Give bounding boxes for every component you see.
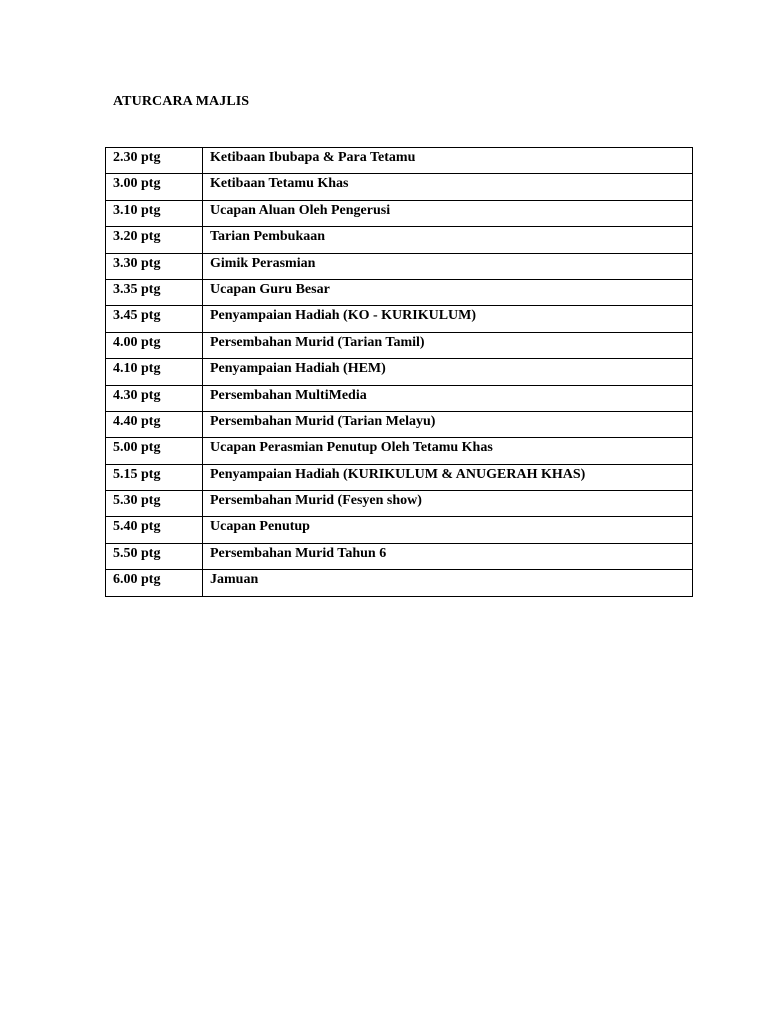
- schedule-time-cell: 5.30 ptg: [106, 491, 203, 517]
- schedule-time-cell: 3.45 ptg: [106, 306, 203, 332]
- table-row: [106, 385, 693, 411]
- table-row: [106, 253, 693, 279]
- schedule-event-cell: Ketibaan Ibubapa & Para Tetamu: [203, 148, 693, 174]
- schedule-time-cell: 4.10 ptg: [106, 359, 203, 385]
- schedule-event-cell: Ucapan Guru Besar: [203, 279, 693, 305]
- schedule-event-cell: Persembahan MultiMedia: [203, 385, 693, 411]
- schedule-event-cell: Ucapan Perasmian Penutup Oleh Tetamu Khas: [203, 438, 693, 464]
- schedule-time-cell: 5.00 ptg: [106, 438, 203, 464]
- table-row: [106, 570, 693, 596]
- table-row: [106, 438, 693, 464]
- schedule-event-cell: Jamuan: [203, 570, 693, 596]
- schedule-event-cell: Ucapan Penutup: [203, 517, 693, 543]
- schedule-time-cell: 5.50 ptg: [106, 543, 203, 569]
- schedule-time-cell: 2.30 ptg: [106, 148, 203, 174]
- table-row: [106, 306, 693, 332]
- schedule-event-cell: Tarian Pembukaan: [203, 227, 693, 253]
- schedule-event-cell: Persembahan Murid (Tarian Melayu): [203, 411, 693, 437]
- schedule-time-cell: 4.40 ptg: [106, 411, 203, 437]
- table-row: [106, 411, 693, 437]
- schedule-time-cell: 3.20 ptg: [106, 227, 203, 253]
- schedule-time-cell: 6.00 ptg: [106, 570, 203, 596]
- table-row: [106, 174, 693, 200]
- schedule-event-cell: Persembahan Murid (Fesyen show): [203, 491, 693, 517]
- schedule-time-cell: 3.30 ptg: [106, 253, 203, 279]
- schedule-event-cell: Penyampaian Hadiah (KURIKULUM & ANUGERAH KHAS): [203, 464, 693, 490]
- schedule-event-cell: Ucapan Aluan Oleh Pengerusi: [203, 200, 693, 226]
- schedule-event-cell: Penyampaian Hadiah (HEM): [203, 359, 693, 385]
- schedule-time-cell: 5.15 ptg: [106, 464, 203, 490]
- schedule-time-cell: 4.30 ptg: [106, 385, 203, 411]
- schedule-table-body: [106, 148, 693, 597]
- schedule-event-cell: Ketibaan Tetamu Khas: [203, 174, 693, 200]
- schedule-event-cell: Persembahan Murid (Tarian Tamil): [203, 332, 693, 358]
- table-row: [106, 491, 693, 517]
- table-row: [106, 279, 693, 305]
- schedule-time-cell: 3.10 ptg: [106, 200, 203, 226]
- table-row: [106, 200, 693, 226]
- schedule-event-cell: Penyampaian Hadiah (KO - KURIKULUM): [203, 306, 693, 332]
- schedule-time-cell: 5.40 ptg: [106, 517, 203, 543]
- table-row: [106, 148, 693, 174]
- schedule-time-cell: 3.35 ptg: [106, 279, 203, 305]
- document-title: ATURCARA MAJLIS: [113, 94, 250, 109]
- schedule-table: [105, 147, 693, 597]
- table-row: [106, 464, 693, 490]
- table-row: [106, 332, 693, 358]
- schedule-event-cell: Gimik Perasmian: [203, 253, 693, 279]
- table-row: [106, 227, 693, 253]
- schedule-time-cell: 4.00 ptg: [106, 332, 203, 358]
- schedule-time-cell: 3.00 ptg: [106, 174, 203, 200]
- schedule-event-cell: Persembahan Murid Tahun 6: [203, 543, 693, 569]
- table-row: [106, 359, 693, 385]
- table-row: [106, 543, 693, 569]
- table-row: [106, 517, 693, 543]
